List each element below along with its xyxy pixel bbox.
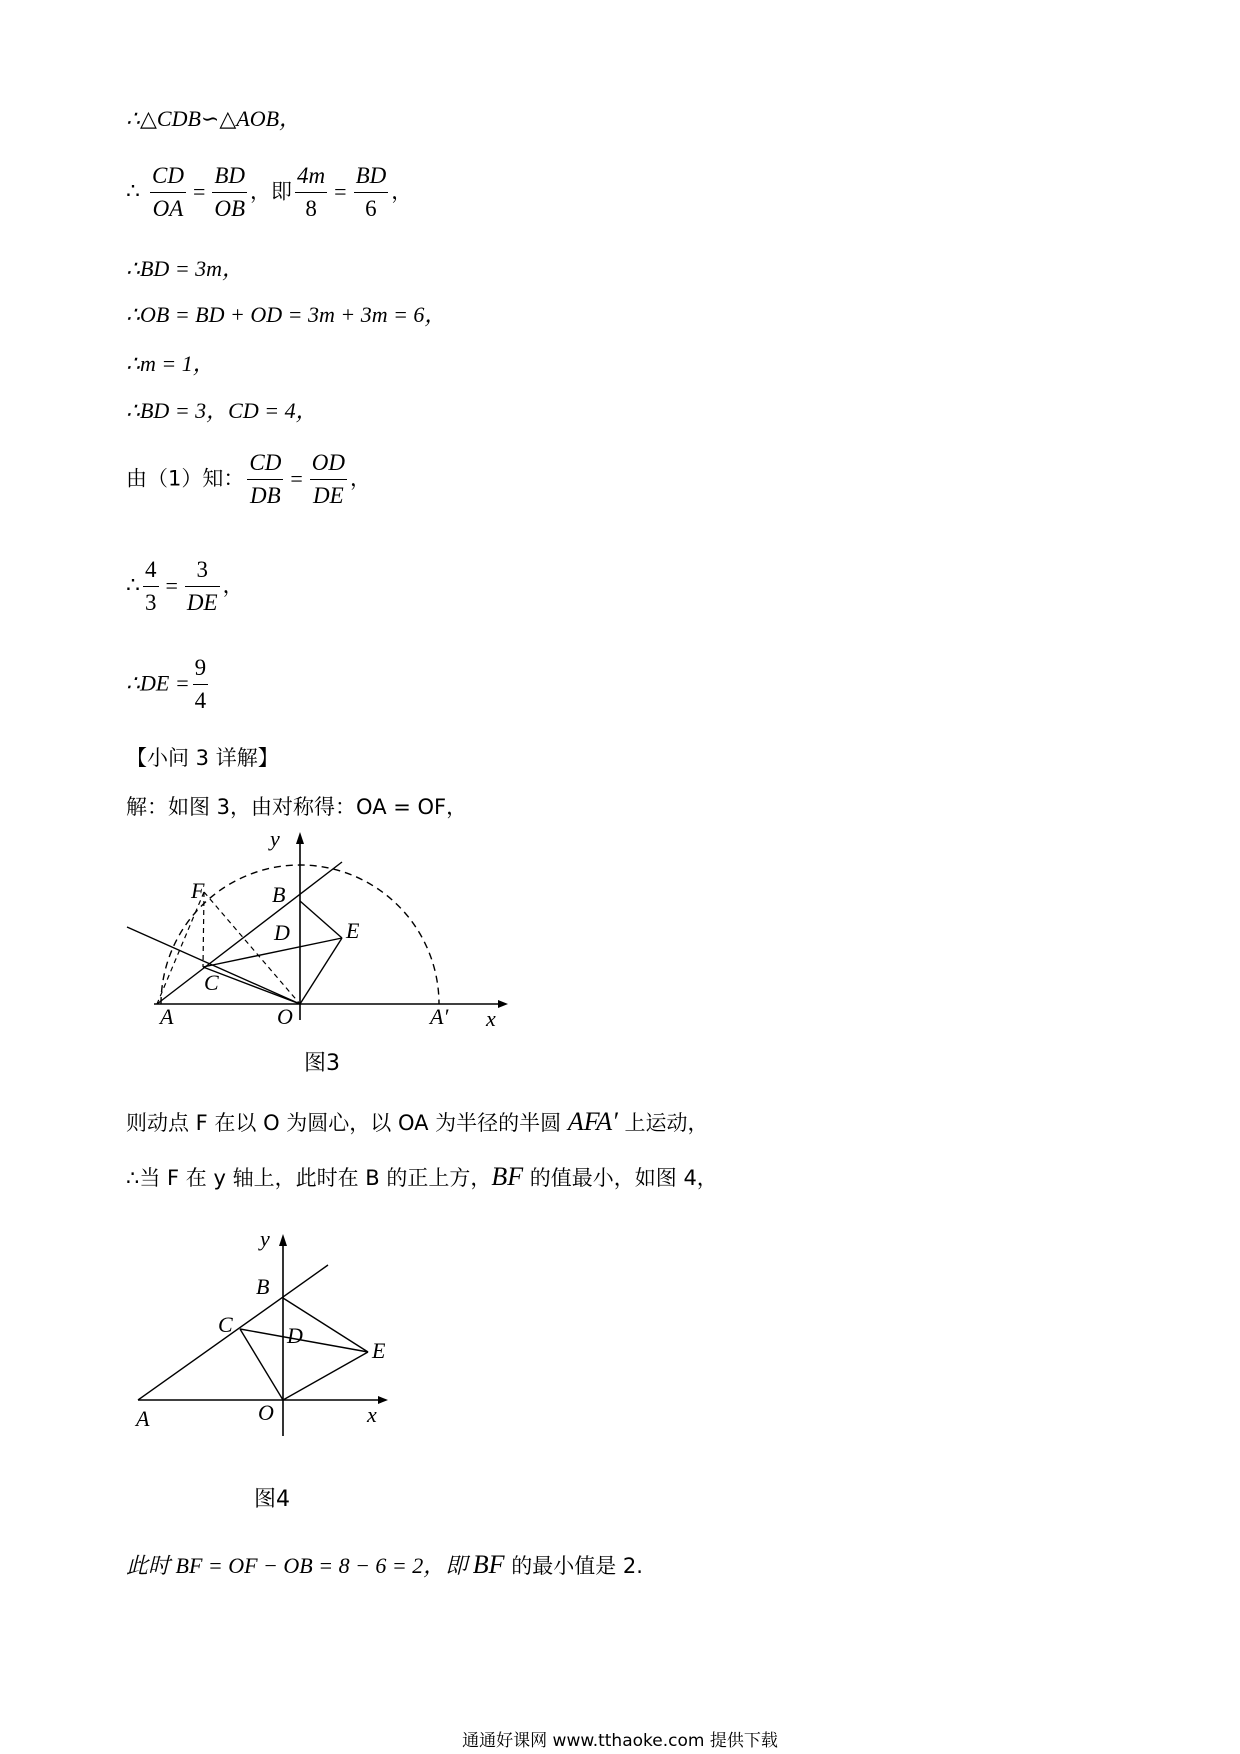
solution-line-3: ∴当 F 在 y 轴上，此时在 B 的正上方，BF 的值最小，如图 4， — [126, 1162, 718, 1191]
label-D: D — [274, 920, 290, 945]
fraction: $\frac{CD}{DB}$ — [247, 447, 283, 512]
label-A: A — [160, 1004, 174, 1029]
fraction: $\frac{4}{3}$ — [143, 554, 159, 619]
fraction: $\frac{BD}{6}$ — [354, 160, 389, 225]
fraction: $\frac{3}{DE}$ — [185, 554, 220, 619]
line-similar: ∴△CDB∽△AOB， — [126, 106, 302, 131]
solution-line-1: 解：如图 3，由对称得：OA = OF， — [126, 795, 468, 819]
line-de: ∴DE = $\frac{9}{4}$ — [126, 652, 211, 717]
solution-line-4: 此时 BF = OF − OB = 8 − 6 = 2，即 BF 的最小值是 2. — [126, 1550, 643, 1579]
line-from-part1: 由（1）知： $\frac{CD}{DB}$ = $\frac{OD}{DE}$ ， — [126, 447, 371, 512]
label-C: C — [204, 970, 219, 995]
fraction: $\frac{BD}{OB}$ — [212, 160, 247, 225]
figure-4-caption: 图4 — [254, 1487, 290, 1512]
label-O: O — [277, 1004, 293, 1029]
line-bd-cd: ∴BD = 3，CD = 4， — [126, 398, 318, 423]
label-C: C — [218, 1312, 233, 1337]
label-O: O — [258, 1400, 274, 1425]
line-ratio: ∴ $\frac{CD}{OA}$ = $\frac{BD}{OB}$ ，即 $\frac{4m}{8}$ = $\frac{BD}{6}$ ， — [126, 160, 412, 225]
label-x: x — [367, 1402, 377, 1427]
label-E: E — [372, 1338, 386, 1363]
line-ob: ∴OB = BD + OD = 3m + 3m = 6， — [126, 302, 447, 327]
fraction: $\frac{9}{4}$ — [193, 652, 209, 717]
label-x: x — [486, 1006, 496, 1030]
solution-line-2: 则动点 F 在以 O 为圆心，以 OA 为半径的半圆 AFA′ 上运动， — [126, 1107, 709, 1136]
label-F: F — [191, 878, 205, 903]
line-bd: ∴BD = 3m， — [126, 256, 245, 281]
label-A: A — [136, 1406, 150, 1431]
fraction: $\frac{CD}{OA}$ — [150, 160, 186, 225]
fraction: $\frac{OD}{DE}$ — [310, 447, 347, 512]
line-m: ∴m = 1， — [126, 351, 215, 376]
label-E: E — [346, 918, 360, 943]
label-A-prime: A′ — [430, 1004, 449, 1029]
label-y: y — [260, 1230, 270, 1251]
label-D: D — [287, 1323, 303, 1348]
figure-4 — [124, 1230, 414, 1440]
fraction: $\frac{4m}{8}$ — [295, 160, 327, 225]
figure-3-caption: 图3 — [304, 1051, 340, 1076]
label-y: y — [270, 830, 280, 851]
label-B: B — [256, 1274, 270, 1299]
line-4-3: ∴ $\frac{4}{3}$ = $\frac{3}{DE}$ ， — [126, 554, 244, 619]
page-footer: 通通好课网 www.tthaoke.com 提供下载 — [462, 1731, 778, 1751]
label-B: B — [272, 882, 286, 907]
figure-3 — [124, 830, 514, 1030]
section-heading: 【小问 3 详解】 — [126, 746, 279, 770]
